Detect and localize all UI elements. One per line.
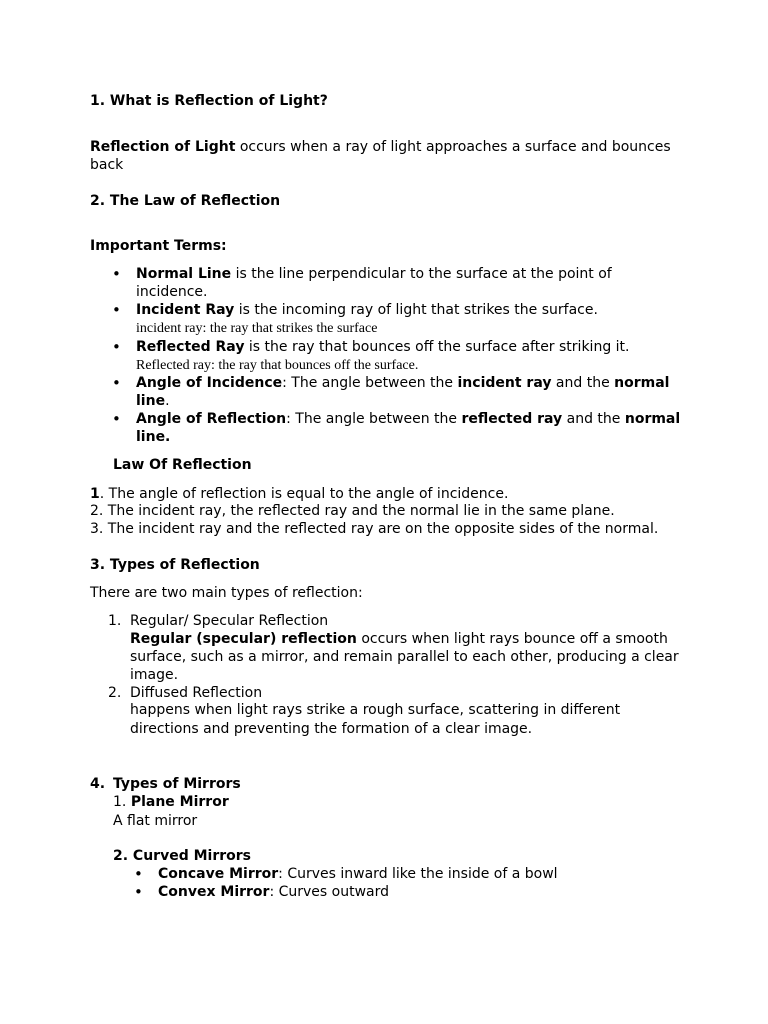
bullet-glyph: • <box>112 301 121 319</box>
bullet-glyph: • <box>112 410 121 428</box>
item-number: 1. <box>108 613 122 629</box>
description-line: happens when light rays strike a rough surface, scattering in different <box>130 702 621 718</box>
item-number: 2. <box>108 685 122 701</box>
term-text: . <box>165 393 170 409</box>
term-label: Concave Mirror <box>158 866 279 882</box>
term-label: Plane Mirror <box>130 794 229 810</box>
term-emphasis: line <box>136 393 166 409</box>
term-description: is the incoming ray of light that strikes the surface. <box>234 302 598 318</box>
description-line: surface, such as a mirror, and remain parallel to each other, producing a clear <box>130 649 679 665</box>
bullet-glyph: • <box>134 883 143 901</box>
law-item-3: 3. The incident ray and the reflected ray are on the opposite sides of the normal. <box>90 521 659 537</box>
term-angle-of-reflection <box>136 410 680 428</box>
law-text: . The angle of reflection is equal to the angle of incidence. <box>99 486 509 502</box>
section-2-heading: 2. The Law of Reflection <box>90 193 281 209</box>
term-description: occurs when light rays bounce off a smooth <box>356 631 668 647</box>
term-emphasis: reflected ray <box>461 411 563 427</box>
term-note: Reflected ray: the ray that bounces off the surface. <box>136 358 419 373</box>
definition-term: Reflection of Light <box>90 139 236 155</box>
bullet-glyph: • <box>112 338 121 356</box>
term-continuation: incidence. <box>136 284 208 300</box>
term-angle-of-incidence <box>136 374 669 392</box>
plane-mirror-description: A flat mirror <box>113 813 198 829</box>
section-4-number: 4. <box>90 776 106 792</box>
term-note: incident ray: the ray that strikes the surface <box>136 321 378 336</box>
definition-text: occurs when a ray of light approaches a surface and bounces <box>235 139 671 155</box>
important-terms-heading: Important Terms: <box>90 238 227 254</box>
term-emphasis: normal <box>614 375 670 391</box>
curved-mirrors-heading: 2. Curved Mirrors <box>113 848 251 864</box>
term-label: Angle of Incidence <box>136 375 283 391</box>
term-text: and the <box>562 411 625 427</box>
term-continuation <box>136 392 170 410</box>
convex-mirror-item <box>158 883 389 901</box>
law-of-reflection-heading: Law Of Reflection <box>113 457 252 473</box>
term-normal-line <box>136 265 612 283</box>
term-label: Angle of Reflection <box>136 411 287 427</box>
section-3-heading: 3. Types of Reflection <box>90 557 260 573</box>
term-description: : Curves outward <box>269 884 390 900</box>
term-description: : Curves inward like the inside of a bowl <box>278 866 558 882</box>
term-reflected-ray <box>136 338 629 356</box>
law-item-2: 2. The incident ray, the reflected ray and the normal lie in the same plane. <box>90 503 615 519</box>
section-1-heading: 1. What is Reflection of Light? <box>90 93 328 109</box>
definition-continuation: back <box>90 157 124 173</box>
concave-mirror-item <box>158 865 558 883</box>
term-label: Incident Ray <box>136 302 235 318</box>
term-description: is the line perpendicular to the surface at the point of <box>231 266 612 282</box>
description-line: image. <box>130 667 179 683</box>
term-continuation: line. <box>136 429 171 445</box>
bullet-glyph: • <box>112 265 121 283</box>
term-label: Regular (specular) reflection <box>130 631 357 647</box>
bullet-glyph: • <box>112 374 121 392</box>
term-description: is the ray that bounces off the surface after striking it. <box>244 339 630 355</box>
reflection-definition <box>90 138 671 156</box>
term-emphasis: normal <box>624 411 681 427</box>
regular-reflection-description <box>130 630 668 648</box>
term-incident-ray <box>136 301 598 319</box>
regular-reflection-title: Regular/ Specular Reflection <box>130 613 329 629</box>
plane-mirror-title <box>113 793 229 811</box>
section-4-heading: Types of Mirrors <box>113 776 241 792</box>
item-number: 1. <box>113 794 131 810</box>
law-number: 1 <box>90 486 100 502</box>
term-text: : The angle between the <box>282 375 458 391</box>
term-text: and the <box>551 375 615 391</box>
law-item-1 <box>90 485 508 503</box>
diffused-reflection-title: Diffused Reflection <box>130 685 263 701</box>
term-label: Normal Line <box>136 266 232 282</box>
term-label: Convex Mirror <box>158 884 270 900</box>
term-emphasis: incident ray <box>457 375 552 391</box>
types-intro: There are two main types of reflection: <box>90 585 363 601</box>
bullet-glyph: • <box>134 865 143 883</box>
term-label: Reflected Ray <box>136 339 245 355</box>
description-line: directions and preventing the formation of a clear image. <box>130 721 533 737</box>
term-text: : The angle between the <box>286 411 462 427</box>
